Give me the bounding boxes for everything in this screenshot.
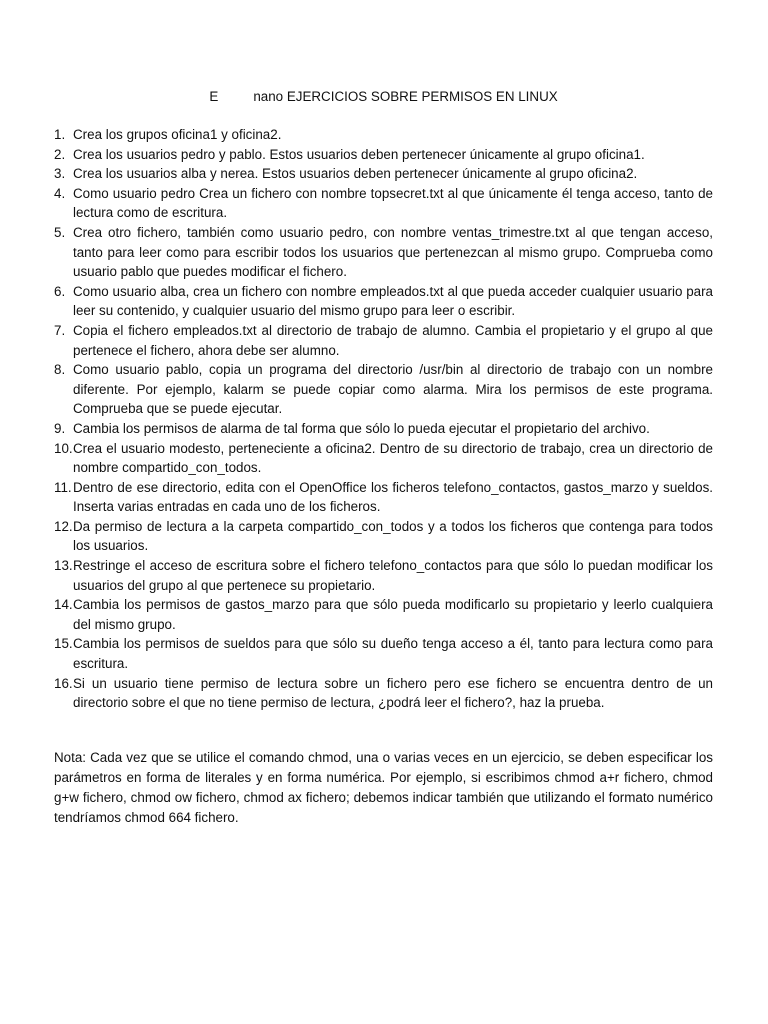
exercise-item-7: [54, 321, 713, 360]
exercise-number: 3.: [54, 166, 66, 182]
exercise-number: 4.: [54, 185, 66, 201]
exercise-text: Crea los usuarios pedro y pablo. Estos usuarios deben pertenecer únicamente al grupo oficina1.: [73, 146, 645, 162]
exercise-text: Restringe el acceso de escritura sobre el fichero telefono_contactos para que sólo lo puedan modificar los usuarios del grupo al que pertenece su propietario.: [73, 558, 713, 593]
exercise-text: Cambia los permisos de sueldos para que sólo su dueño tenga acceso a él, tanto para lectura como para escritura.: [73, 636, 713, 672]
title-prefix: E: [209, 89, 219, 104]
exercise-number: 13.: [54, 558, 73, 574]
exercise-item-2: [54, 145, 713, 165]
exercise-item-14: [54, 595, 713, 634]
exercise-number: 16.: [54, 675, 73, 691]
exercise-number: 6.: [54, 283, 66, 299]
exercise-number: 10.: [54, 440, 73, 456]
title-text: nano EJERCICIOS SOBRE PERMISOS EN LINUX: [253, 89, 558, 104]
exercise-text: Si un usuario tiene permiso de lectura sobre un fichero pero ese fichero se encuentra dentro de un directorio sobre el que no tiene permiso de lectura, ¿podrá leer el fichero?, haz la prueba.: [73, 675, 713, 711]
exercise-item-12: [54, 517, 713, 556]
exercise-number: 5.: [54, 224, 66, 240]
exercise-item-16: [54, 674, 713, 713]
exercise-number: 7.: [54, 322, 66, 338]
exercise-text: Crea los usuarios alba y nerea. Estos usuarios deben pertenecer únicamente al grupo oficina2.: [73, 166, 638, 182]
exercise-item-10: [54, 439, 713, 478]
exercise-item-5: [54, 223, 713, 282]
exercise-text: Crea el usuario modesto, perteneciente a oficina2. Dentro de su directorio de trabajo, crea un directorio de nombre compartido_con_todos.: [73, 440, 713, 476]
exercise-item-9: [54, 419, 713, 439]
exercise-number: 2.: [54, 146, 66, 162]
document-title: [54, 89, 713, 105]
exercise-text: Como usuario pablo, copia un programa del directorio /usr/bin al directorio de trabajo con un nombre diferente. Por ejemplo, kalarm se puede copiar como alarma. Mira los permisos de este programa. Comprueba que se puede ejecutar.: [73, 362, 713, 417]
exercise-number: 15.: [54, 636, 73, 652]
exercise-text: Como usuario alba, crea un fichero con nombre empleados.txt al que pueda acceder cualquier usuario para leer su contenido, y cualquier usuario del mismo grupo para leer o escribir.: [73, 283, 713, 319]
exercise-item-11: [54, 478, 713, 517]
exercise-item-1: [54, 125, 713, 145]
exercise-text: Crea los grupos oficina1 y oficina2.: [73, 127, 282, 142]
exercise-text: Copia el fichero empleados.txt al directorio de trabajo de alumno. Cambia el propietario y el grupo al que pertenece el fichero, ahora debe ser alumno.: [73, 322, 713, 358]
exercise-number: 9.: [54, 420, 66, 436]
exercise-text: Dentro de ese directorio, edita con el OpenOffice los ficheros telefono_contactos, gastos_marzo y sueldos. Inserta varias entradas en cada uno de los ficheros.: [73, 479, 713, 515]
exercise-item-13: [54, 556, 713, 595]
exercise-number: 11.: [54, 479, 72, 495]
exercise-item-8: [54, 360, 713, 419]
exercise-list: [54, 125, 713, 713]
exercise-number: 14.: [54, 597, 73, 613]
exercise-item-6: [54, 282, 713, 321]
exercise-text: Como usuario pedro Crea un fichero con nombre topsecret.txt al que únicamente él tenga acceso, tanto de lectura como de escritura.: [73, 185, 713, 221]
exercise-text: Crea otro fichero, también como usuario pedro, con nombre ventas_trimestre.txt al que tengan acceso, tanto para leer como para escribir todos los usuarios que pertenezcan al mismo grupo. Comprueba como usuario pablo que puedes modificar el fichero.: [73, 224, 713, 280]
exercise-item-4: [54, 184, 713, 223]
exercise-number: 8.: [54, 362, 66, 378]
exercise-text: Cambia los permisos de gastos_marzo para que sólo pueda modificarlo su propietario y leerlo cualquiera del mismo grupo.: [73, 597, 713, 632]
exercise-item-3: [54, 164, 713, 184]
exercise-item-15: [54, 634, 713, 673]
exercise-number: 12.: [54, 518, 73, 534]
note-paragraph: Nota: Cada vez que se utilice el comando chmod, una o varias veces en un ejercicio, se deben especificar los parámetros en forma de literales y en forma numérica. Por ejemplo, si escribimos chmod a+r fichero, chmod g+w fichero, chmod ow fichero, chmod ax fichero; debemos indicar también que utilizando el formato numérico tendríamos chmod 664 fichero.: [54, 750, 713, 825]
exercise-text: Da permiso de lectura a la carpeta compartido_con_todos y a todos los ficheros que contenga para todos los usuarios.: [73, 518, 713, 554]
exercise-number: 1.: [54, 127, 66, 142]
exercise-text: Cambia los permisos de alarma de tal forma que sólo lo pueda ejecutar el propietario del archivo.: [73, 420, 650, 436]
